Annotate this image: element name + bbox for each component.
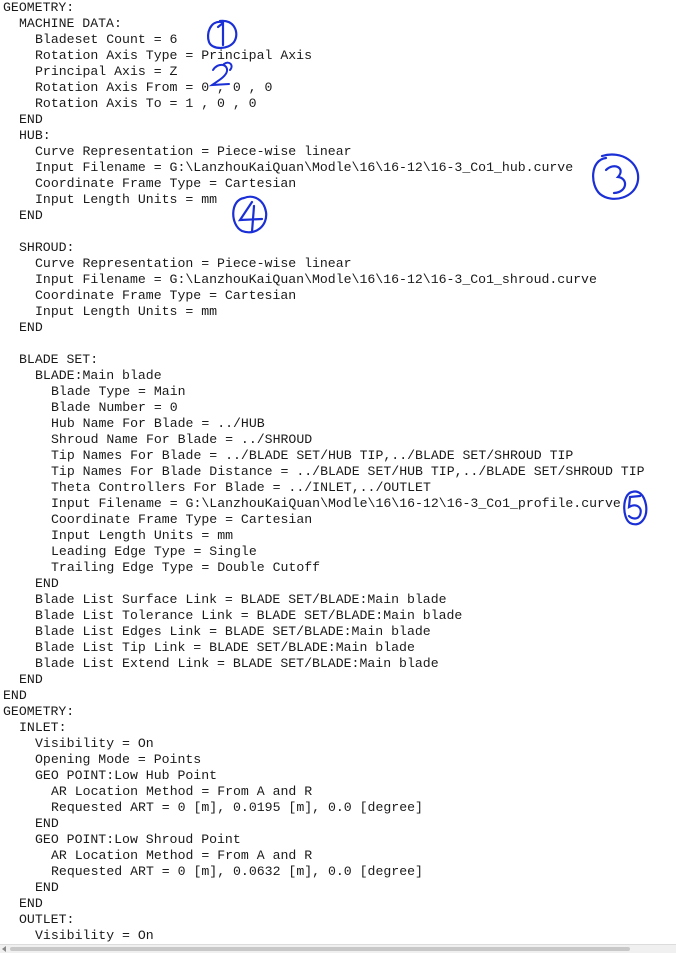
code-line: Shroud Name For Blade = ../SHROUD [51, 432, 313, 447]
code-line: Blade List Extend Link = BLADE SET/BLADE:Main blade [35, 656, 439, 671]
code-line: Rotation Axis To = 1 , 0 , 0 [35, 96, 257, 111]
code-line: Rotation Axis From = 0 , 0 , 0 [35, 80, 273, 95]
code-line: Visibility = On [35, 928, 154, 943]
code-line: Blade List Surface Link = BLADE SET/BLADE:Main blade [35, 592, 447, 607]
code-line: Visibility = On [35, 736, 154, 751]
code-line: Opening Mode = Points [35, 752, 202, 767]
code-line: END [19, 320, 43, 335]
code-line: Bladeset Count = 6 [35, 32, 178, 47]
code-line: Input Filename = G:\LanzhouKaiQuan\Modle\16\16-12\16-3_Co1_profile.curve [51, 496, 621, 511]
code-line: AR Location Method = From A and R [51, 784, 313, 799]
code-line: AR Location Method = From A and R [51, 848, 313, 863]
code-line: SHROUD: [19, 240, 75, 255]
code-line: Coordinate Frame Type = Cartesian [35, 176, 297, 191]
code-line: Input Length Units = mm [35, 192, 218, 207]
code-line: Input Filename = G:\LanzhouKaiQuan\Modle\16\16-12\16-3_Co1_shroud.curve [35, 272, 597, 287]
code-line: Blade List Edges Link = BLADE SET/BLADE:Main blade [35, 624, 431, 639]
code-line: Coordinate Frame Type = Cartesian [35, 288, 297, 303]
code-line: Trailing Edge Type = Double Cutoff [51, 560, 321, 575]
code-line: Input Length Units = mm [51, 528, 234, 543]
code-line: Curve Representation = Piece-wise linear [35, 256, 352, 271]
code-line: END [35, 576, 59, 591]
code-line: Tip Names For Blade Distance = ../BLADE SET/HUB TIP,../BLADE SET/SHROUD TIP [51, 464, 645, 479]
code-line: Requested ART = 0 [m], 0.0632 [m], 0.0 [degree] [51, 864, 423, 879]
code-line: END [35, 816, 59, 831]
code-line: BLADE SET: [19, 352, 99, 367]
code-line: Blade List Tip Link = BLADE SET/BLADE:Main blade [35, 640, 415, 655]
code-line: MACHINE DATA: [19, 16, 122, 31]
code-line: GEO POINT:Low Hub Point [35, 768, 218, 783]
code-line: Hub Name For Blade = ../HUB [51, 416, 265, 431]
code-line: Curve Representation = Piece-wise linear [35, 144, 352, 159]
code-line: GEO POINT:Low Shroud Point [35, 832, 241, 847]
code-line: Requested ART = 0 [m], 0.0195 [m], 0.0 [degree] [51, 800, 423, 815]
code-line: Leading Edge Type = Single [51, 544, 257, 559]
code-line: Tip Names For Blade = ../BLADE SET/HUB TIP,../BLADE SET/SHROUD TIP [51, 448, 574, 463]
code-line: END [19, 896, 43, 911]
code-line: Blade Number = 0 [51, 400, 178, 415]
code-line: Coordinate Frame Type = Cartesian [51, 512, 313, 527]
code-line: Blade Type = Main [51, 384, 186, 399]
code-line: END [3, 688, 27, 703]
scroll-left-arrow-icon[interactable] [2, 946, 6, 952]
code-line: Rotation Axis Type = Principal Axis [35, 48, 312, 63]
code-line: END [19, 208, 43, 223]
code-line: GEOMETRY: [3, 0, 75, 15]
code-line: Theta Controllers For Blade = ../INLET,../OUTLET [51, 480, 431, 495]
code-line: GEOMETRY: [3, 704, 75, 719]
code-line: HUB: [19, 128, 51, 143]
code-line: OUTLET: [19, 912, 75, 927]
code-line: Input Filename = G:\LanzhouKaiQuan\Modle\16\16-12\16-3_Co1_hub.curve [35, 160, 574, 175]
scrollbar-thumb[interactable] [10, 947, 630, 951]
code-line: BLADE:Main blade [35, 368, 162, 383]
code-line: END [35, 880, 59, 895]
code-line: END [19, 112, 43, 127]
code-line: Input Length Units = mm [35, 304, 218, 319]
code-line: Principal Axis = Z [35, 64, 178, 79]
code-line: END [19, 672, 43, 687]
code-line: Blade List Tolerance Link = BLADE SET/BLADE:Main blade [35, 608, 463, 623]
code-line: INLET: [19, 720, 67, 735]
